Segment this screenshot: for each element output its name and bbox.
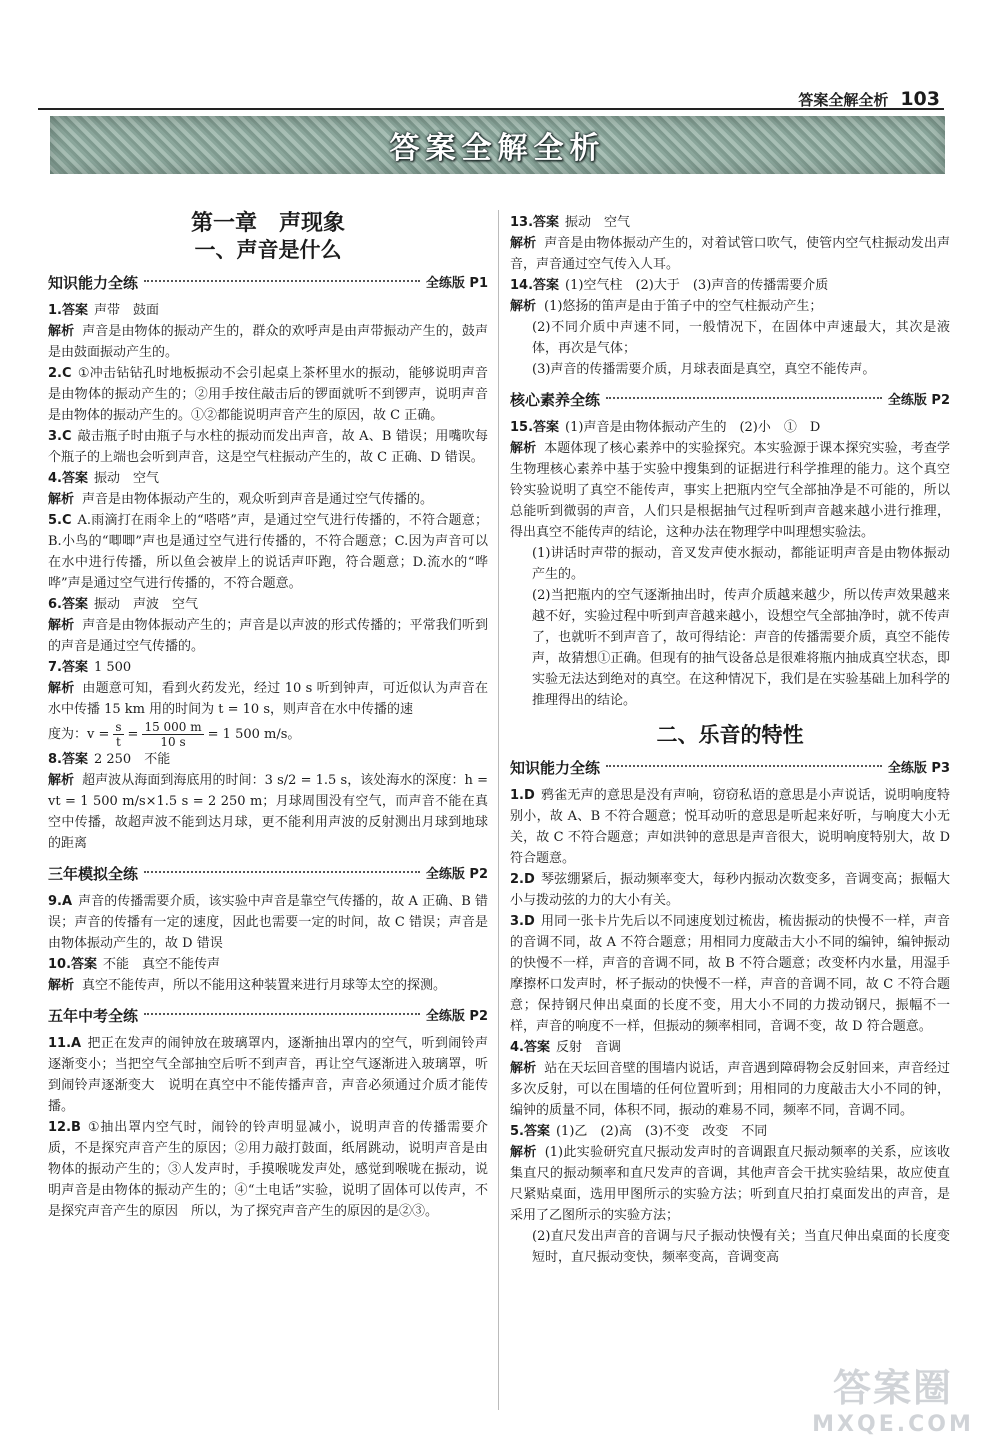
analysis-label: 解析 — [48, 492, 75, 507]
item-answer: (1)声音是由物体振动产生的 (2)小 ① D — [565, 420, 821, 435]
analysis-paragraph: (1)讲话时声带的振动，音叉发声使水振动，都能证明声音是由物体振动产生的。 — [532, 546, 950, 582]
header-rule — [38, 108, 944, 110]
bar-title: 五年中考全练 — [48, 1007, 139, 1025]
bar-title: 三年模拟全练 — [48, 865, 139, 883]
item-answer: 振动 空气 — [93, 471, 159, 486]
item-number: 14.答案 — [510, 278, 560, 293]
item-number: 6.答案 — [48, 597, 88, 612]
answer-item — [510, 1121, 950, 1142]
item-answer: 不能 真空不能传声 — [103, 957, 221, 972]
analysis-text: 声音是由物体振动产生的，观众听到声音是通过空气传播的。 — [82, 492, 434, 507]
analysis-item — [48, 678, 488, 720]
section-bar — [510, 390, 950, 411]
analysis-item — [510, 438, 950, 543]
analysis-label: 解析 — [510, 299, 537, 314]
answer-item — [48, 594, 488, 615]
analysis-text: 本题体现了核心素养中的实验探究。本实验源于课本探究实验，考查学生物理核心素养中基于实验中搜集到的证据进行科学推理的能力。这个真空铃实验说明了真空不能传声，事实上把瓶内空气全部抽净是不可能的，所以总能听到微弱的声音，人们只是根据抽气过程听到声音越来越小进行推理，得出真空不能传声的结论，这种办法在物理学中叫理想实验法。 — [510, 441, 950, 540]
analysis-text: (1)悠扬的笛声是由于笛子中的空气柱振动产生； — [544, 299, 823, 314]
answer-item — [48, 1117, 488, 1222]
analysis-label: 解析 — [48, 681, 75, 696]
item-number: 2.D — [510, 872, 535, 887]
analysis-text: 由题意可知，看到火药发光，经过 10 s 听到钟声，可近似认为声音在水中传播 15 km 用的时间为 t = 10 s，则声音在水中传播的速 — [48, 681, 488, 717]
bar-ref: 全练版 P2 — [425, 1009, 488, 1024]
analysis-label: 解析 — [510, 1145, 537, 1160]
answer-item — [510, 869, 950, 911]
equals-sign: = — [127, 727, 139, 742]
analysis-item — [48, 489, 488, 510]
item-answer: 1 500 — [93, 660, 132, 675]
fraction — [113, 720, 123, 749]
analysis-text: 声音是由物体振动产生的；声音是以声波的形式传播的；平常我们听到的声音是通过空气传播的。 — [48, 618, 488, 654]
item-number: 7.答案 — [48, 660, 88, 675]
answer-item — [48, 954, 488, 975]
section-bar — [48, 864, 488, 885]
bar-dots — [606, 397, 882, 399]
answer-item — [48, 1033, 488, 1117]
analysis-item — [48, 975, 488, 996]
bar-dots — [144, 1013, 420, 1015]
item-number: 4.答案 — [510, 1040, 550, 1055]
answer-item — [48, 749, 488, 770]
item-number: 13.答案 — [510, 215, 560, 230]
section-title: 一、声音是什么 — [194, 238, 342, 262]
item-number: 11.A — [48, 1036, 82, 1051]
answer-item — [510, 785, 950, 869]
item-number: 12.B — [48, 1120, 81, 1135]
denominator: t — [116, 735, 121, 749]
item-number: 5.答案 — [510, 1124, 550, 1139]
item-text: A.雨滴打在雨伞上的“嗒嗒”声，是通过空气进行传播的，不符合题意；B.小鸟的“唧唧”声也是通过空气进行传播的，不符合题意；C.因为声音可以在水中进行传播，所以鱼会被岸上的说话声吓跑，符合题意；D.流水的“哗哗”声是通过空气进行传播的，不符合题意。 — [48, 513, 488, 591]
answer-item — [510, 212, 950, 233]
watermark-line-1: 答案圈 — [832, 1366, 953, 1410]
item-text: 用同一张卡片先后以不同速度划过梳齿，梳齿振动的快慢不一样，声音的音调不同，故 A 不符合题意；用相同力度敲击大小不同的编钟，编钟振动的快慢不一样，声音的音调不同，故 B 不符合题意；改变杯内水量，用湿手摩擦杯口发声时，杯子振动的快慢不一样，声音的音调不同，故 C 不符合题意；保持钢尺伸出桌面的长度不变，用大小不同的力拨动钢尺，振幅不一样，声音的响度不一样，但振动的频率相同，音调不变，故 D 符合题意。 — [510, 914, 950, 1034]
analysis-label: 解析 — [48, 773, 75, 788]
watermark — [798, 1352, 988, 1442]
item-text: ①冲击钻钻孔时地板振动不会引起桌上茶杯里水的振动，能够说明声音是由物体的振动产生的；②用手按住敲击后的锣面就听不到锣声，说明声音是由物体的振动产生的。①②都能说明声音产生的原因，故 C 正确。 — [48, 366, 488, 423]
analysis-text: 声音是由物体的振动产生的，群众的欢呼声是由声带振动产生的，鼓声是由鼓面振动产生的。 — [48, 324, 488, 360]
fraction — [142, 720, 203, 749]
analysis-item — [510, 1142, 950, 1226]
item-number: 2.C — [48, 366, 72, 381]
analysis-text: 声音是由物体振动产生的，对着试管口吹气，使管内空气柱振动发出声音，声音通过空气传入人耳。 — [510, 236, 950, 272]
item-number: 3.C — [48, 429, 72, 444]
answer-item — [48, 363, 488, 426]
answer-item — [510, 1037, 950, 1058]
section-bar — [48, 273, 488, 294]
item-answer: 2 250 不能 — [93, 752, 171, 767]
item-text: 琴弦绷紧后，振动频率变大，每秒内振动次数变多，音调变高；振幅大小与拨动弦的力的大小有关。 — [510, 872, 950, 908]
item-answer: 反射 音调 — [555, 1040, 621, 1055]
formula-line — [48, 720, 488, 749]
analysis-label: 解析 — [510, 236, 537, 251]
item-number: 1.答案 — [48, 303, 88, 318]
left-column — [48, 195, 488, 1222]
bar-ref: 全练版 P2 — [887, 393, 950, 408]
numerator: 15 000 m — [144, 720, 202, 734]
banner-title: 答案全解全析 — [389, 131, 606, 166]
analysis-label: 解析 — [48, 324, 75, 339]
chapter-title: 第一章 声现象 — [190, 211, 345, 236]
item-answer: (1)空气柱 (2)大于 (3)声音的传播需要介质 — [565, 278, 829, 293]
analysis-text: 站在天坛回音壁的围墙内说话，声音遇到障碍物会反射回来，声音经过多次反射，可以在围墙的任何位置听到；用相同的力度敲击大小不同的钟，编钟的质量不同，体积不同，振动的难易不同，频率不同，音调不同。 — [510, 1061, 950, 1118]
bar-dots — [606, 765, 882, 767]
analysis-paragraph: (2)当把瓶内的空气逐渐抽出时，传声介质越来越少，所以传声效果越来越不好，实验过程中听到声音越来越小，设想空气全部抽净时，就不传声了，也就听不到声音了，故可得结论：声音的传播需要介质，真空不能传声，故猜想①正确。但现有的抽气设备总是很难将瓶内抽成真空状态，即实验无法达到绝对的真空。在这种情况下，我们是在实验基础上加科学的推理得出的结论。 — [532, 588, 950, 708]
analysis-text: 真空不能传声，所以不能用这种装置来进行月球等太空的探测。 — [82, 978, 447, 993]
analysis-text: (1)此实验研究直尺振动发声时的音调跟直尺振动频率的关系，应该收集直尺的振动频率和直尺发声的音调，其他声音会干扰实验结果，故应使直尺紧贴桌面，选用甲图所示的实验方法；听到直尺拍打桌面发出的声音，是采用了乙图所示的实验方法； — [510, 1145, 950, 1223]
item-answer: (1)乙 (2)高 (3)不变 改变 不同 — [555, 1124, 768, 1139]
analysis-item — [48, 770, 488, 854]
bar-dots — [144, 280, 420, 282]
denominator: 10 s — [160, 735, 186, 749]
item-number: 4.答案 — [48, 471, 88, 486]
item-text: 声音的传播需要介质，该实验中声音是靠空气传播的，故 A 正确、B 错误；声音的传播有一定的速度，因此也需要一定的时间，故 C 错误；声音是由物体振动产生的，故 D 错误 — [48, 894, 488, 951]
page-number: 103 — [900, 88, 940, 110]
analysis-text: 超声波从海面到海底用的时间：3 s/2 = 1.5 s，该处海水的深度：h = vt = 1 500 m/s×1.5 s = 2 250 m；月球周围没有空气，而声音不能在真空中传播，故超声波不能到达月球，更不能利用声波的反射测出月球到地球的距离 — [48, 773, 488, 851]
item-number: 10.答案 — [48, 957, 98, 972]
answer-item — [510, 417, 950, 438]
watermark-line-2: MXQE.COM — [812, 1412, 974, 1437]
item-answer: 振动 声波 空气 — [93, 597, 198, 612]
section-bar — [510, 758, 950, 779]
analysis-label: 解析 — [48, 978, 75, 993]
formula-result: = 1 500 m/s。 — [207, 727, 301, 742]
answer-item — [48, 510, 488, 594]
right-column — [510, 212, 950, 1268]
bar-ref: 全练版 P3 — [887, 761, 950, 776]
item-number: 3.D — [510, 914, 535, 929]
item-number: 5.C — [48, 513, 72, 528]
numerator: s — [115, 720, 122, 734]
item-number: 8.答案 — [48, 752, 88, 767]
section-title: 二、乐音的特性 — [656, 723, 804, 747]
running-title: 答案全解全析 — [798, 91, 889, 109]
bar-title: 核心素养全练 — [510, 391, 601, 409]
item-text: 鸦雀无声的意思是没有声响，窃窃私语的意思是小声说话，说明响度特别小，故 A、B 不符合题意；悦耳动听的意思是听起来好听，与响度大小无关，故 C 不符合题意；声如洪钟的意思是声音很大，说明响度特别大，故 D 符合题意。 — [510, 788, 950, 866]
item-number: 15.答案 — [510, 420, 560, 435]
analysis-paragraph: (2)不同介质中声速不同，一般情况下，在固体中声速最大，其次是液体，再次是气体； — [532, 320, 950, 356]
column-divider — [498, 210, 499, 1410]
bar-title: 知识能力全练 — [510, 759, 601, 777]
item-number: 9.A — [48, 894, 73, 909]
answer-item — [48, 657, 488, 678]
analysis-item — [510, 233, 950, 275]
analysis-item — [48, 321, 488, 363]
formula-prefix: 度为：v = — [48, 727, 110, 742]
analysis-item — [510, 1058, 950, 1121]
bar-ref: 全练版 P2 — [425, 867, 488, 882]
analysis-label: 解析 — [510, 441, 537, 456]
answer-item — [48, 300, 488, 321]
analysis-label: 解析 — [510, 1061, 537, 1076]
analysis-item — [48, 615, 488, 657]
item-text: 把正在发声的闹钟放在玻璃罩内，逐渐抽出罩内的空气，听到闹铃声逐渐变小；当把空气全部抽空后听不到声音，再让空气逐渐进入玻璃罩，听到闹铃声逐渐变大 说明在真空中不能传播声音，声音必须通过介质才能传播。 — [48, 1036, 488, 1114]
analysis-label: 解析 — [48, 618, 75, 633]
running-head — [798, 88, 940, 110]
answer-item — [510, 911, 950, 1037]
analysis-paragraph: (2)直尺发出声音的音调与尺子振动快慢有关；当直尺伸出桌面的长度变短时，直尺振动变快，频率变高，音调变高 — [532, 1229, 950, 1265]
title-banner — [50, 116, 945, 174]
answer-item — [48, 468, 488, 489]
item-answer: 振动 空气 — [565, 215, 631, 230]
answer-item — [48, 426, 488, 468]
answer-item — [510, 275, 950, 296]
item-number: 1.D — [510, 788, 535, 803]
item-text: ①抽出罩内空气时，闹铃的铃声明显减小，说明声音的传播需要介质，不是探究声音产生的原因；②用力敲打鼓面，纸屑跳动，说明声音是由物体的振动产生的；③人发声时，手摸喉咙发声处，感觉到喉咙在振动，说明声音是由物体的振动产生的；④“土电话”实验，说明了固体可以传声，不是探究声音产生的原因 所以，为了探究声音产生的原因的是②③。 — [48, 1120, 488, 1219]
item-answer: 声带 鼓面 — [93, 303, 159, 318]
answer-item — [48, 891, 488, 954]
item-text: 敲击瓶子时由瓶子与水柱的振动而发出声音，故 A、B 错误；用嘴吹每个瓶子的上端也会听到声音，这是空气柱振动产生的，故 C 正确、D 错误。 — [48, 429, 488, 465]
analysis-paragraph: (3)声音的传播需要介质，月球表面是真空，真空不能传声。 — [532, 362, 876, 377]
section-bar — [48, 1006, 488, 1027]
bar-title: 知识能力全练 — [48, 274, 139, 292]
bar-dots — [144, 871, 420, 873]
bar-ref: 全练版 P1 — [425, 276, 488, 291]
analysis-item — [510, 296, 950, 317]
